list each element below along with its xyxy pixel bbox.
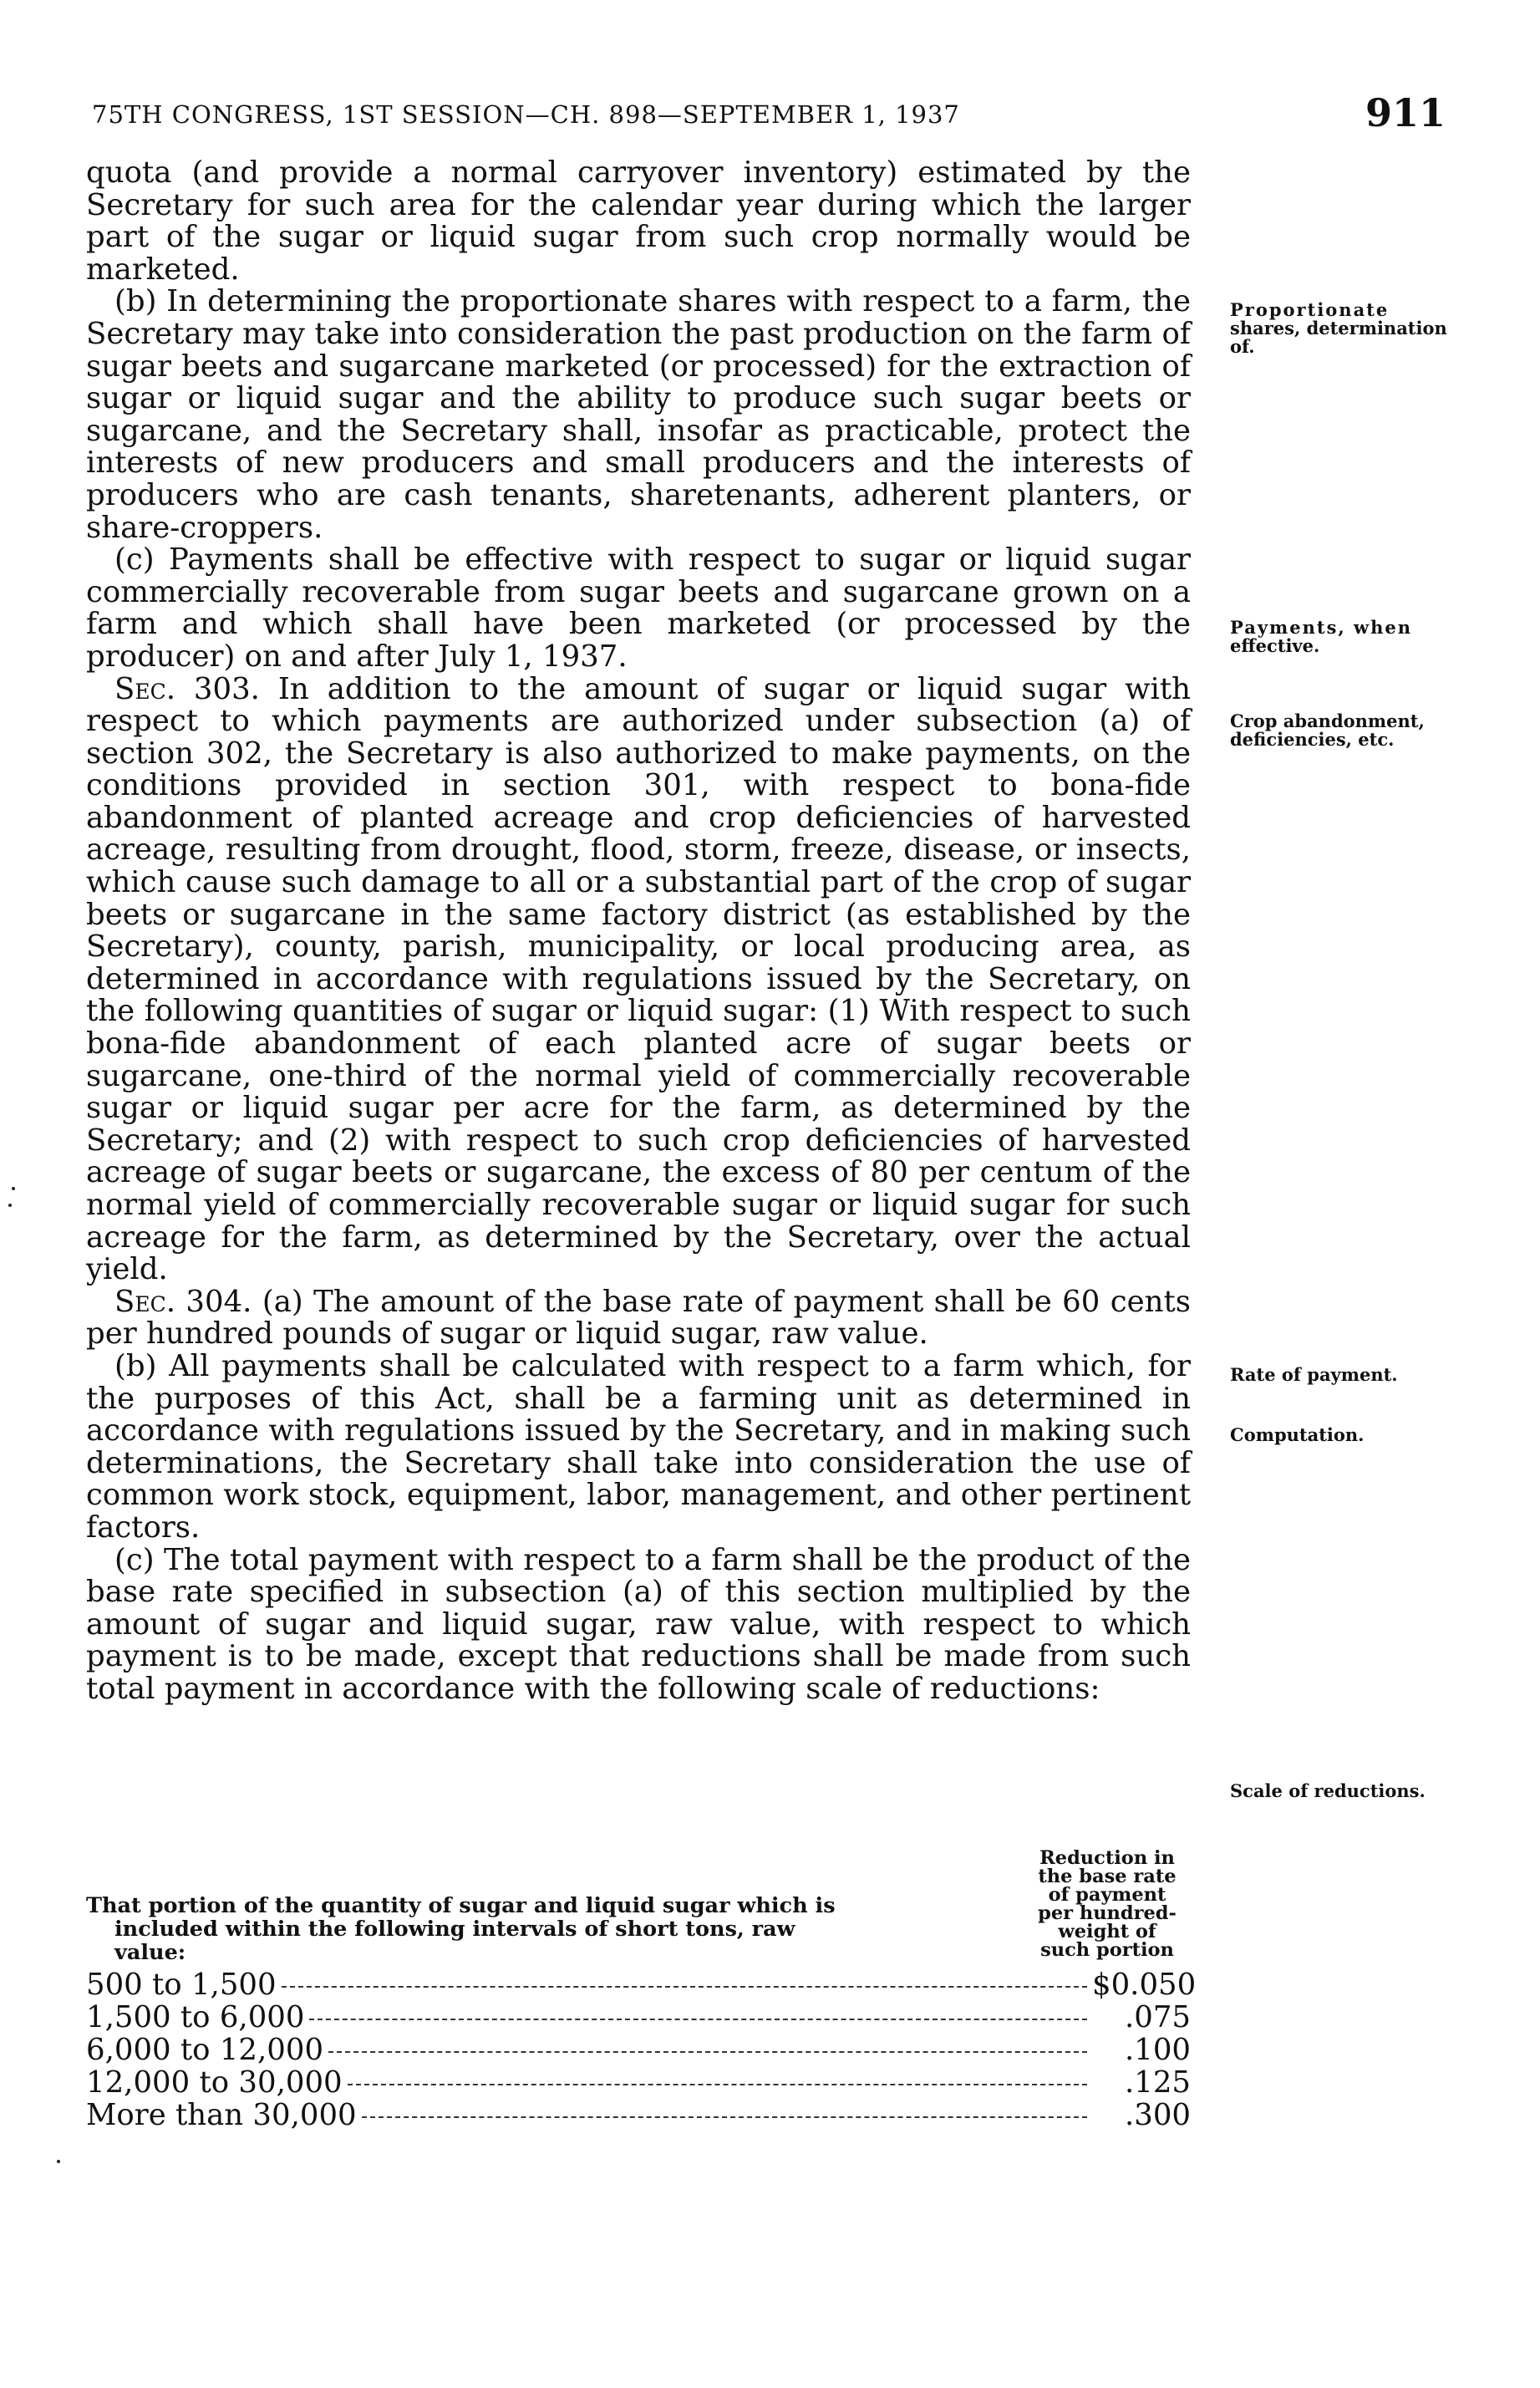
leader-dots (309, 2019, 1087, 2020)
leader-dots (282, 1986, 1087, 1988)
margin-note-line: effective. (1230, 635, 1320, 656)
reduction-cell: .100 (1124, 2033, 1191, 2067)
section-label: Sec. (114, 671, 175, 706)
reduction-column-header (1024, 1849, 1191, 1959)
header-line: included within the following intervals of short tons, raw (114, 1917, 795, 1942)
table-row (86, 1968, 1197, 2002)
speck (12, 1187, 15, 1190)
header-line: weight of (1058, 1921, 1156, 1942)
margin-note-rate-of-payment: Rate of payment. (1230, 1364, 1398, 1385)
header-line: the base rate (1038, 1866, 1177, 1887)
interval-cell: 1,500 to 6,000 (86, 2000, 305, 2034)
margin-note-line: Proportionate (1230, 299, 1390, 320)
header-line: of payment (1048, 1884, 1166, 1906)
running-header (92, 90, 1446, 149)
speck (57, 2160, 60, 2163)
paragraph-section-303 (86, 671, 1191, 1287)
margin-note-line: Crop abandonment, (1230, 710, 1425, 731)
running-head: 75TH CONGRESS, 1ST SESSION—CH. 898—SEPTEMBER 1, 1937 (92, 100, 960, 129)
margin-note-line: of. (1230, 336, 1255, 357)
margin-note-proportionate-shares (1230, 301, 1449, 356)
table-row (86, 2033, 1191, 2065)
paragraph-section-304c: (c) The total payment with respect to a farm shall be the product of the base rate specified in subsection (a) of this section multiplied by the amount of sugar and liquid sugar, raw value, with respect to which payment is to be made, except that reductions shall be made from such total payment in accordance with the following scale of reductions: (86, 1542, 1191, 1706)
header-line: per hundred- (1038, 1902, 1177, 1924)
main-text (86, 157, 1191, 1706)
interval-column-header (86, 1894, 989, 1964)
leader-dots (362, 2116, 1087, 2118)
leader-dots (348, 2084, 1087, 2085)
table-row (86, 2000, 1191, 2033)
reduction-table-header (86, 1849, 1191, 1964)
margin-note-crop-abandonment (1230, 712, 1449, 749)
margin-note-line: deficiencies, etc. (1230, 729, 1395, 750)
paragraph-section-304a (86, 1286, 1191, 1351)
header-line: Reduction in (1039, 1847, 1175, 1869)
header-line: such portion (1040, 1939, 1174, 1961)
paragraph-quota: quota (and provide a normal carryover inventory) estimated by the Secretary for such area for the calendar year during which the larger part of the sugar or liquid sugar from such crop normally would be marketed. (86, 155, 1191, 287)
page-number: 911 (1365, 90, 1446, 135)
header-line: That portion of the quantity of sugar and liquid sugar which is (86, 1893, 836, 1918)
reduction-cell: .125 (1124, 2065, 1191, 2100)
section-304a-text: 304. (a) The amount of the base rate of payment shall be 60 cents per hundred pounds of sugar or liquid sugar, raw value. (86, 1284, 1191, 1352)
margin-note-line: shares, determination (1230, 318, 1447, 339)
paragraph-section-304b: (b) All payments shall be calculated with respect to a farm which, for the purposes of this Act, shall be a farming unit as determined in accordance with regulations issued by the Secretary, and in making such determinations, the Secretary shall take into consideration the use of common work stock, equipment, labor, management, and other pertinent factors. (86, 1348, 1191, 1545)
header-line: value: (114, 1940, 186, 1965)
interval-cell: 12,000 to 30,000 (86, 2065, 343, 2100)
margin-note-scale-of-reductions: Scale of reductions. (1230, 1780, 1426, 1801)
reduction-cell: .075 (1124, 2000, 1191, 2034)
table-row (86, 2065, 1191, 2098)
paragraph-proportionate-shares: (b) In determining the proportionate shares with respect to a farm, the Secretary may take into consideration the past production on the farm of sugar beets and sugarcane marketed (or processed) for the extraction of sugar or liquid sugar and the ability to produce such sugar beets or sugarcane, and the Secretary shall, insofar as practicable, protect the interests of new producers and small producers and the interests of producers who are cash tenants, sharetenants, adherent planters, or share-croppers. (86, 284, 1191, 545)
section-label: Sec. (114, 1284, 175, 1319)
interval-cell: 6,000 to 12,000 (86, 2033, 324, 2067)
interval-cell: More than 30,000 (86, 2098, 357, 2132)
leader-dots (328, 2051, 1087, 2053)
speck (8, 1204, 12, 1207)
paragraph-payments-effective: (c) Payments shall be effective with respect to sugar or liquid sugar commercially recoverable from sugar beets and sugarcane grown on a farm and which shall have been marketed (or processed by the producer) on and after July 1, 1937. (86, 542, 1191, 674)
reduction-cell: $0.050 (1092, 1968, 1197, 2002)
reduction-cell: .300 (1124, 2098, 1191, 2132)
margin-note-payments-effective (1230, 619, 1449, 655)
margin-note-line: Payments, when (1230, 617, 1413, 638)
section-303-text: 303. In addition to the amount of sugar or liquid sugar with respect to which payments are authorized under subsection (a) of section 302, the Secretary is also authorized to make payments, on the conditions provided in section 301, with respect to bona-fide abandonment of planted acreage and crop deficiencies of harvested acreage, resulting from drought, flood, storm, freeze, disease, or insects, which cause such damage to all or a substantial part of the crop of sugar beets or sugarcane in the same factory district (as established by the Secretary), county, parish, municipality, or local producing area, as determined in accordance with regulations issued by the Secretary, on the following quantities of sugar or liquid sugar: (1) With respect to such bona-fide abandonment of each planted acre of sugar beets or sugarcane, one-third of the normal yield of commercially recoverable sugar or liquid sugar per acre for the farm, as determined by the Secretary; and (2) with respect to such crop deficiencies of harvested acreage of sugar beets or sugarcane, the excess of 80 per centum of the normal yield of commercially recoverable sugar or liquid sugar for such acreage for the farm, as determined by the Secretary, over the actual yield. (86, 671, 1191, 1287)
table-row (86, 2098, 1191, 2131)
interval-cell: 500 to 1,500 (86, 1968, 277, 2002)
reduction-table (86, 1968, 1197, 2132)
margin-note-computation: Computation. (1230, 1424, 1365, 1445)
